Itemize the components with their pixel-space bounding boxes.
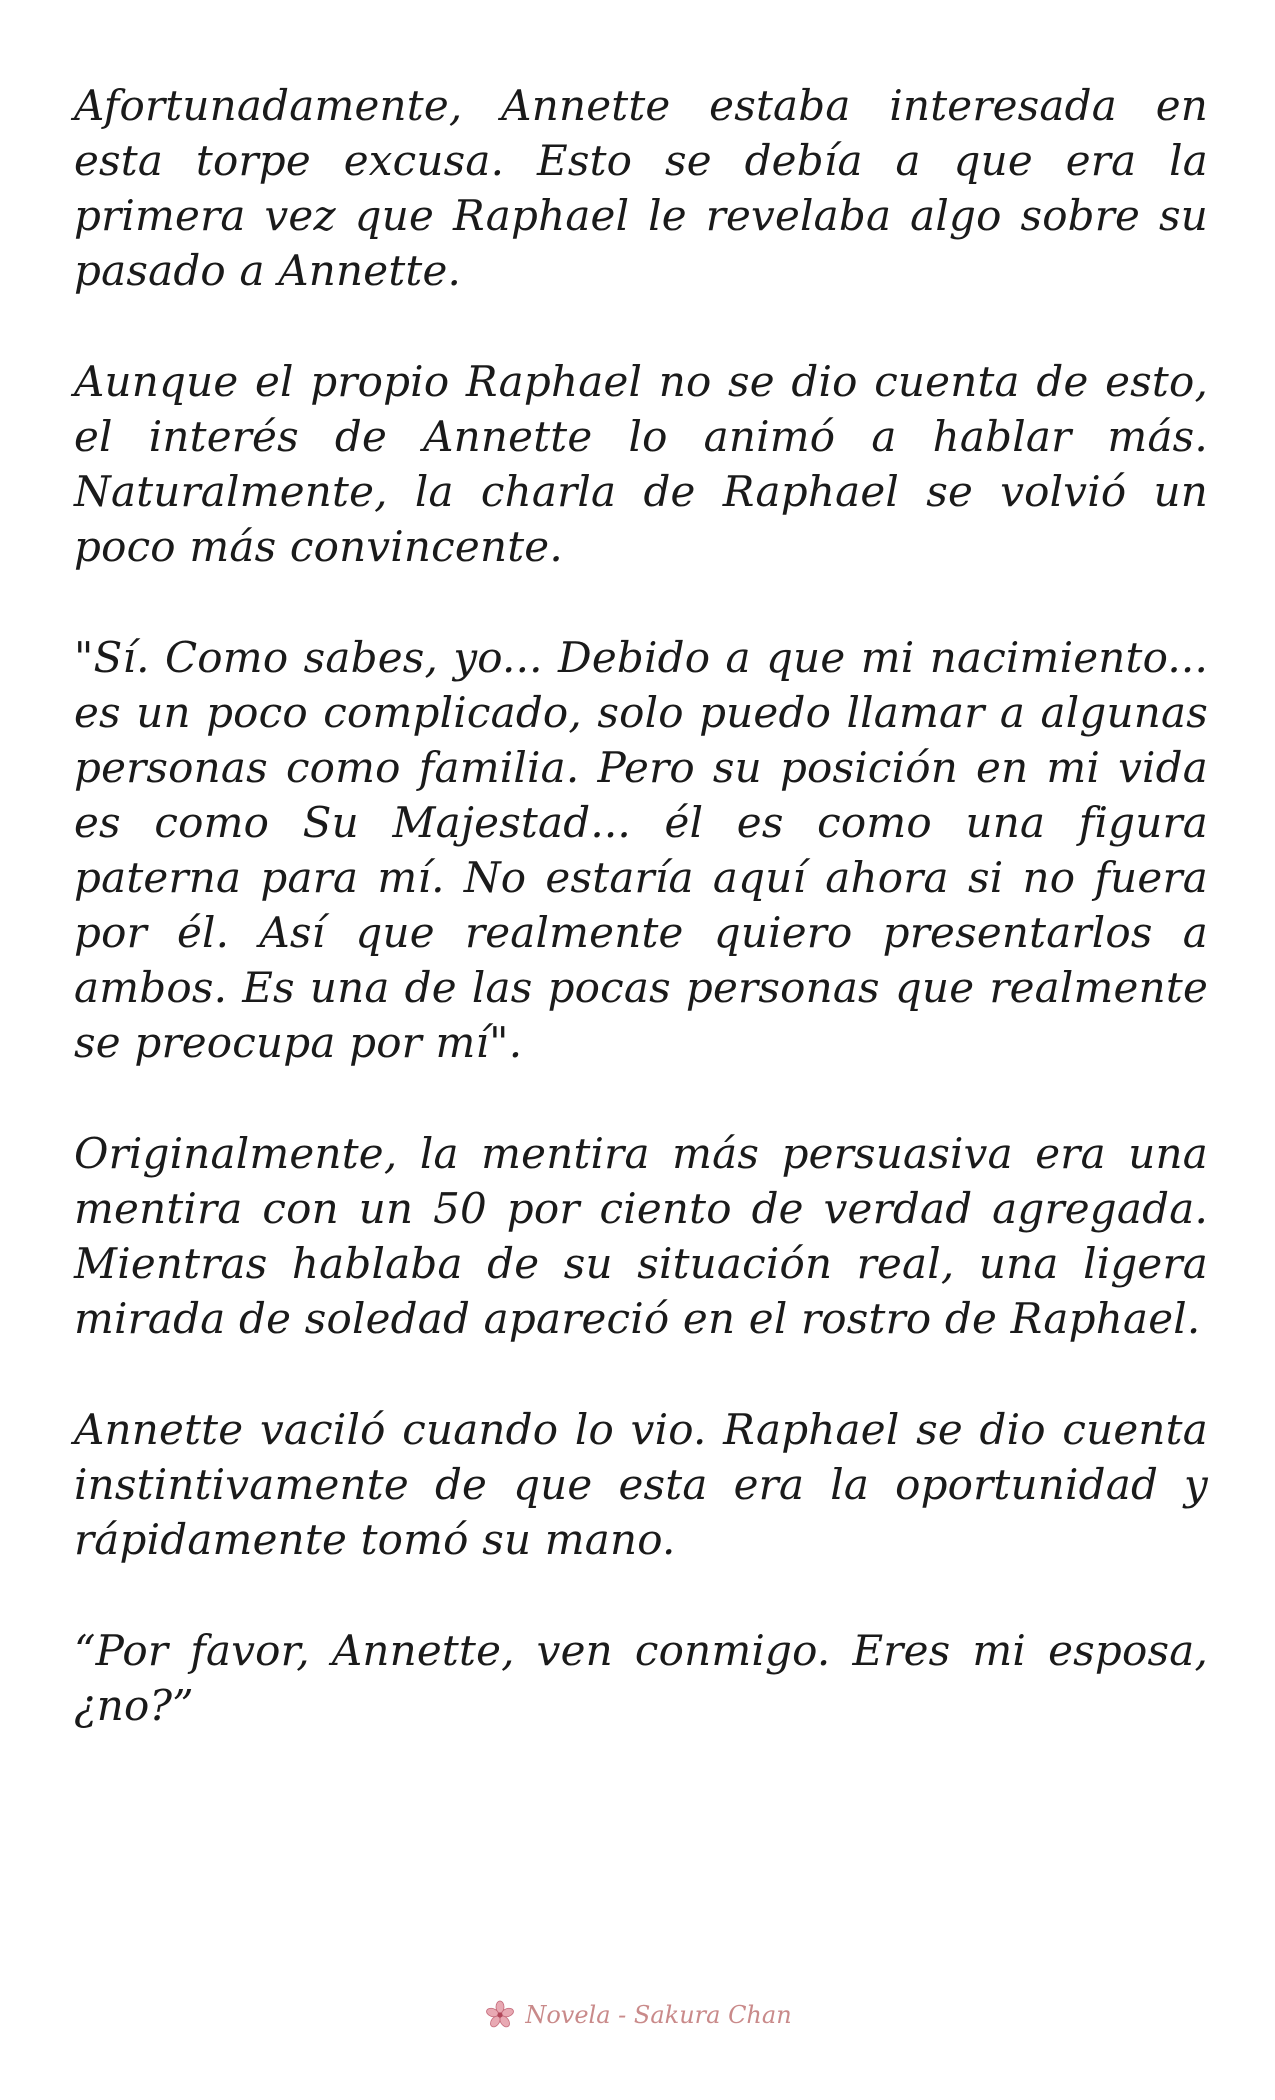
text-body [74,78,1208,1789]
paragraph-2: Aunque el propio Raphael no se dio cuenta de esto, el interés de Annette lo animó a hablar más. Naturalmente, la charla de Raphael se volvió un poco más convincente. [74,357,1208,571]
footer-watermark [0,1998,1275,2038]
paragraph-4: Originalmente, la mentira más persuasiva era una mentira con un 50 por ciento de verdad agregada. Mientras hablaba de su situación real, una ligera mirada de soledad apareció en el rostro de Raphael. [74,1129,1208,1343]
paragraph-3: "Sí. Como sabes, yo... Debido a que mi nacimiento... es un poco complicado, solo puedo llamar a algunas personas como familia. Pero su posición en mi vida es como Su Majestad... él es como una figura paterna para mí. No estaría aquí ahora si no fuera por él. Así que realmente quiero presentarlos a ambos. Es una de las pocas personas que realmente se preocupa por mí". [74,633,1208,1067]
paragraph-6: “Por favor, Annette, ven conmigo. Eres mi esposa, ¿no?” [74,1626,1208,1730]
footer-text: Novela - Sakura Chan [525,2001,792,2029]
footer-inner [483,1998,791,2032]
paragraph-5: Annette vaciló cuando lo vio. Raphael se dio cuenta instintivamente de que esta era la oportunidad y rápidamente tomó su mano. [74,1405,1208,1564]
cherry-blossom-icon [483,1998,517,2032]
paragraph-1: Afortunadamente, Annette estaba interesada en esta torpe excusa. Esto se debía a que era la primera vez que Raphael le revelaba algo sobre su pasado a Annette. [74,81,1208,295]
